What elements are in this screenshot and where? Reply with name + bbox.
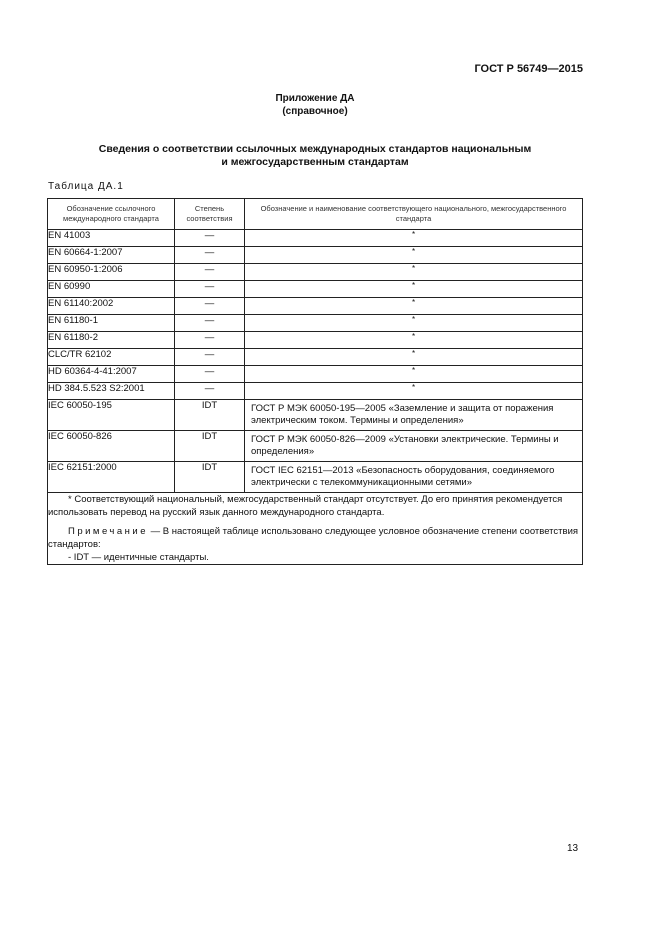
row-degree: — [175,383,245,400]
row-code: EN 61140:2002 [48,298,175,315]
row-degree: IDT [175,431,245,462]
table-header-row [48,199,583,230]
row-code: IEC 60050-826 [48,431,175,462]
note-text: — В настоящей таблице использовано следующее условное обозначение степени соответствия стандартов: [48,526,579,550]
header-national-standard: Обозначение и наименование соответствующего национального, межгосударственного стандарта [245,199,583,230]
table-label: Таблица ДА.1 [48,181,124,192]
row-code: HD 60364-4-41:2007 [48,366,175,383]
row-description: ГОСТ IEC 62151—2013 «Безопасность оборудования, соединяемого электрически с телекоммуникационными сетями» [245,462,583,493]
table-row [48,332,583,349]
row-degree: — [175,281,245,298]
row-code: EN 60990 [48,281,175,298]
appendix-subtitle: (справочное) [282,106,348,117]
row-code: EN 61180-2 [48,332,175,349]
table-row [48,400,583,431]
footnote: * Соответствующий национальный, межгосударственный стандарт отсутствует. До его принятия рекомендуется использовать перевод на русский язык данного международного стандарта. [48,494,563,518]
table-row [48,383,583,400]
header-degree: Степень соответствия [175,199,245,230]
row-description: * [245,315,583,332]
header-international-standard: Обозначение ссылочного международного стандарта [48,199,175,230]
row-description: * [245,281,583,298]
row-degree: — [175,247,245,264]
row-description: ГОСТ Р МЭК 60050-826—2009 «Установки электрические. Термины и определения» [245,431,583,462]
standard-number: ГОСТ Р 56749—2015 [474,63,583,75]
row-description: * [245,332,583,349]
table-row [48,366,583,383]
table-row [48,230,583,247]
row-description: * [245,298,583,315]
row-degree: — [175,349,245,366]
row-description: * [245,383,583,400]
row-degree: IDT [175,400,245,431]
row-code: EN 41003 [48,230,175,247]
row-code: IEC 60050-195 [48,400,175,431]
table-row [48,247,583,264]
row-code: EN 60950-1:2006 [48,264,175,281]
row-degree: — [175,264,245,281]
correspondence-table [47,198,583,565]
row-description: * [245,264,583,281]
table-notes-row [48,493,583,565]
table-row [48,315,583,332]
table-row [48,462,583,493]
row-degree: — [175,230,245,247]
table-row [48,281,583,298]
row-description: * [245,349,583,366]
row-description: * [245,230,583,247]
table-row [48,298,583,315]
appendix-title: Приложение ДА [275,93,355,104]
note [48,525,582,551]
note-lead: Примечание [68,526,148,537]
row-degree: — [175,298,245,315]
page-number: 13 [567,843,579,854]
row-description: ГОСТ Р МЭК 60050-195—2005 «Заземление и защита от поражения электрическим током. Термины и определения» [245,400,583,431]
table-row [48,264,583,281]
row-description: * [245,247,583,264]
row-description: * [245,366,583,383]
row-degree: — [175,366,245,383]
table-notes [48,493,583,565]
document-title [0,143,630,169]
row-code: IEC 62151:2000 [48,462,175,493]
note-item: - IDT — идентичные стандарты. [68,552,209,563]
row-code: EN 60664-1:2007 [48,247,175,264]
row-degree: IDT [175,462,245,493]
table-row [48,349,583,366]
document-title-line-2: и межгосударственным стандартам [221,156,409,168]
row-degree: — [175,332,245,349]
row-degree: — [175,315,245,332]
document-title-line-1: Сведения о соответствии ссылочных международных стандартов национальным [98,143,532,155]
row-code: HD 384.5.523 S2:2001 [48,383,175,400]
table-row [48,431,583,462]
row-code: EN 61180-1 [48,315,175,332]
row-code: CLC/TR 62102 [48,349,175,366]
